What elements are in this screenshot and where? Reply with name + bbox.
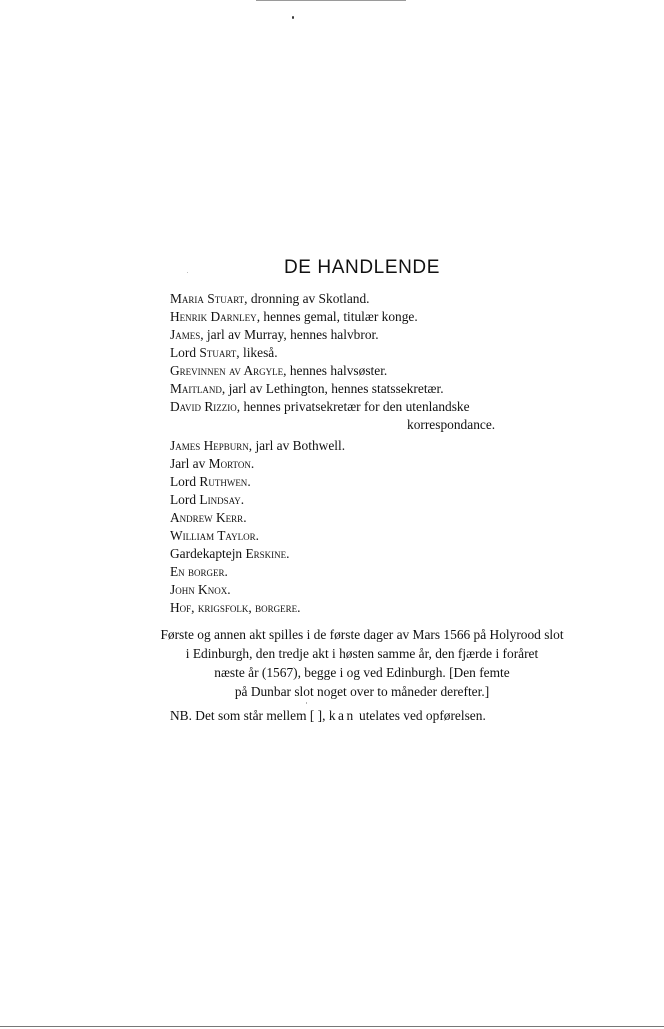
cast-entry: Lord Lindsay. <box>170 492 245 507</box>
character-name: Andrew Kerr <box>170 510 244 525</box>
ink-speck <box>292 16 294 19</box>
ink-speck <box>306 702 307 704</box>
character-name: Ruthwen <box>199 474 248 489</box>
setting-note <box>0 625 664 701</box>
spaced-word: kan <box>328 708 356 723</box>
nb-note: NB. Det som står mellem [ ], kan utelates ved opførelsen. <box>170 708 486 723</box>
character-name: William Taylor <box>170 528 256 543</box>
character-name: En borger <box>170 564 225 579</box>
character-name: Hof, krigsfolk, borgere <box>170 600 298 615</box>
cast-entry: William Taylor. <box>170 528 259 543</box>
bottom-edge-rule <box>0 1026 664 1027</box>
cast-entry: James, jarl av Murray, hennes halvbror. <box>170 327 379 342</box>
cast-entry: Gardekaptejn Erskine. <box>170 546 290 561</box>
character-name: David Rizzio <box>170 399 237 414</box>
cast-entry: Hof, krigsfolk, borgere. <box>170 600 301 615</box>
cast-entry: Lord Stuart, likeså. <box>170 345 278 360</box>
cast-entry: Maria Stuart, dronning av Skotland. <box>170 291 370 306</box>
cast-entry: Maitland, jarl av Lethington, hennes statssekretær. <box>170 381 444 396</box>
setting-line: i Edinburgh, den tredje akt i høsten samme år, den fjærde i foråret <box>185 646 539 661</box>
setting-line: Første og annen akt spilles i de første dager av Mars 1566 på Holyrood slot <box>160 627 564 642</box>
character-name: John Knox <box>170 582 228 597</box>
setting-line: på Dunbar slot noget over to måneder derefter.] <box>234 684 490 699</box>
character-name: Morton <box>208 456 251 471</box>
character-name: Maitland <box>170 381 222 396</box>
top-edge-rule <box>256 0 406 1</box>
character-name: Grevinnen av Argyle <box>170 363 284 378</box>
character-name: James Hepburn <box>170 438 249 453</box>
character-name: Lindsay <box>199 492 241 507</box>
cast-entry: Jarl av Morton. <box>170 456 255 471</box>
character-name: James <box>170 327 201 342</box>
cast-entry: James Hepburn, jarl av Bothwell. <box>170 438 346 453</box>
cast-list <box>170 290 495 617</box>
cast-entry: David Rizzio, hennes privatsekretær for den utenlandske <box>170 399 470 414</box>
cast-entry: En borger. <box>170 564 228 579</box>
cast-entry: Grevinnen av Argyle, hennes halvsøster. <box>170 363 388 378</box>
cast-entry: Lord Ruthwen. <box>170 474 251 489</box>
setting-line: næste år (1567), begge i og ved Edinburgh. [Den femte <box>214 665 510 680</box>
character-name: Erskine <box>245 546 287 561</box>
character-name: Maria Stuart <box>170 291 245 306</box>
character-name: Stuart <box>199 345 237 360</box>
cast-entry: John Knox. <box>170 582 231 597</box>
cast-entry: Henrik Darnley, hennes gemal, titulær konge. <box>170 309 418 324</box>
cast-entry-continuation: korrespondance. <box>407 417 496 432</box>
cast-entry: Andrew Kerr. <box>170 510 247 525</box>
page-title: DE HANDLENDE <box>283 257 441 278</box>
character-name: Henrik Darnley <box>170 309 257 324</box>
